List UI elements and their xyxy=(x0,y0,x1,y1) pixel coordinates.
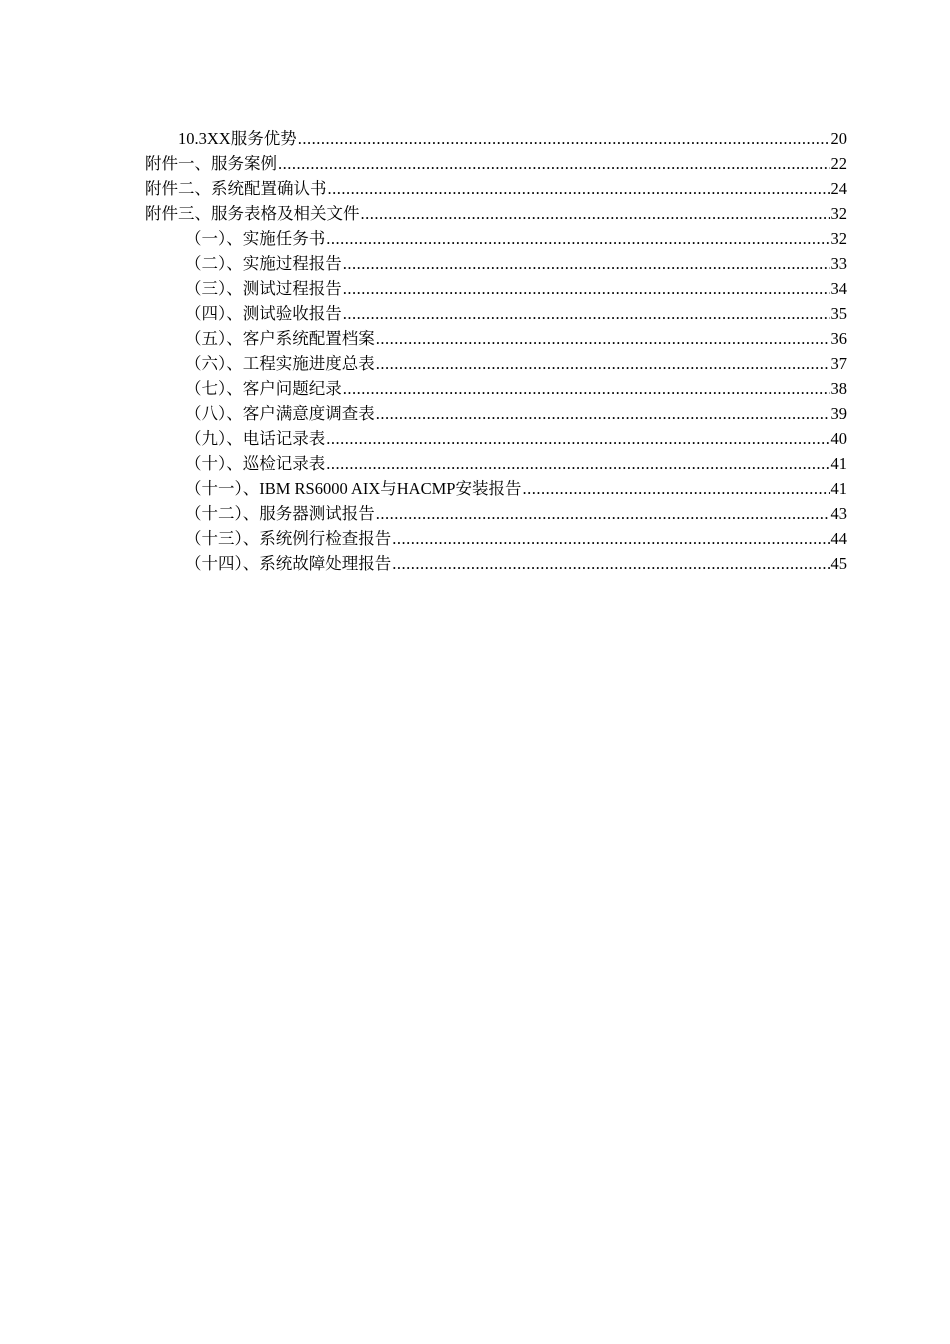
toc-entry-page: 41 xyxy=(830,454,847,473)
toc-leader-dots xyxy=(326,426,829,451)
toc-entry-page: 43 xyxy=(830,504,847,523)
toc-leader-dots xyxy=(392,551,829,576)
toc-entry[interactable] xyxy=(145,551,847,576)
toc-entry-page: 39 xyxy=(830,404,847,423)
toc-leader-dots xyxy=(343,276,830,301)
toc-entry-title: （十一）、IBM RS6000 AIX与HACMP安装报告 xyxy=(185,479,522,498)
toc-entry-page: 32 xyxy=(830,229,847,248)
toc-entry[interactable] xyxy=(145,276,847,301)
toc-entry-title: （十三）、系统例行检查报告 xyxy=(185,529,392,548)
toc-entry[interactable] xyxy=(145,226,847,251)
toc-leader-dots xyxy=(343,376,830,401)
toc-entry[interactable] xyxy=(145,401,847,426)
toc-entry-page: 20 xyxy=(830,129,847,148)
toc-entry-title: 附件三、服务表格及相关文件 xyxy=(145,204,360,223)
toc-entry-title: 10.3XX服务优势 xyxy=(178,129,297,148)
toc-leader-dots xyxy=(326,226,829,251)
toc-entry[interactable] xyxy=(145,126,847,151)
toc-entry[interactable] xyxy=(145,251,847,276)
toc-entry[interactable] xyxy=(145,501,847,526)
toc-leader-dots xyxy=(522,476,829,501)
toc-entry[interactable] xyxy=(145,301,847,326)
toc-entry[interactable] xyxy=(145,176,847,201)
toc-entry-title: 附件二、系统配置确认书 xyxy=(145,179,327,198)
toc-leader-dots xyxy=(328,176,830,201)
toc-entry-page: 40 xyxy=(830,429,847,448)
toc-entry-title: （十二）、服务器测试报告 xyxy=(185,504,375,523)
toc-leader-dots xyxy=(392,526,829,551)
toc-entry[interactable] xyxy=(145,476,847,501)
toc-entry-page: 32 xyxy=(830,204,847,223)
toc-entry-page: 37 xyxy=(830,354,847,373)
toc-entry[interactable] xyxy=(145,451,847,476)
toc-entry-title: （四）、测试验收报告 xyxy=(185,304,342,323)
toc-leader-dots xyxy=(343,301,830,326)
toc-entry-page: 22 xyxy=(830,154,847,173)
toc-entry[interactable] xyxy=(145,351,847,376)
toc-entry[interactable] xyxy=(145,426,847,451)
toc-entry-page: 33 xyxy=(830,254,847,273)
toc-entry-title: （九）、电话记录表 xyxy=(185,429,326,448)
toc-leader-dots xyxy=(376,326,830,351)
toc-entry-title: （六）、工程实施进度总表 xyxy=(185,354,375,373)
toc-entry[interactable] xyxy=(145,326,847,351)
toc-entry-title: （十四）、系统故障处理报告 xyxy=(185,554,392,573)
toc-leader-dots xyxy=(376,351,830,376)
toc-leader-dots xyxy=(326,451,829,476)
toc-entry-page: 36 xyxy=(830,329,847,348)
toc-leader-dots xyxy=(376,501,830,526)
toc-leader-dots xyxy=(278,151,830,176)
toc-entry-title: （八）、客户满意度调查表 xyxy=(185,404,375,423)
toc-entry-title: （七）、客户问题纪录 xyxy=(185,379,342,398)
toc-entry-page: 41 xyxy=(830,479,847,498)
toc-entry[interactable] xyxy=(145,376,847,401)
toc-entry-title: （十）、巡检记录表 xyxy=(185,454,326,473)
toc-entry-title: 附件一、服务案例 xyxy=(145,154,277,173)
toc-entry-page: 44 xyxy=(830,529,847,548)
toc-entry[interactable] xyxy=(145,201,847,226)
table-of-contents xyxy=(145,126,847,576)
toc-entry-title: （二）、实施过程报告 xyxy=(185,254,342,273)
toc-entry-title: （三）、测试过程报告 xyxy=(185,279,342,298)
toc-entry-title: （一）、实施任务书 xyxy=(185,229,326,248)
toc-entry-page: 45 xyxy=(830,554,847,573)
toc-leader-dots xyxy=(343,251,830,276)
toc-entry[interactable] xyxy=(145,526,847,551)
toc-entry[interactable] xyxy=(145,151,847,176)
toc-entry-title: （五）、客户系统配置档案 xyxy=(185,329,375,348)
toc-leader-dots xyxy=(361,201,830,226)
toc-leader-dots xyxy=(376,401,830,426)
toc-entry-page: 35 xyxy=(830,304,847,323)
toc-entry-page: 38 xyxy=(830,379,847,398)
toc-leader-dots xyxy=(298,126,830,151)
toc-entry-page: 34 xyxy=(830,279,847,298)
toc-entry-page: 24 xyxy=(830,179,847,198)
